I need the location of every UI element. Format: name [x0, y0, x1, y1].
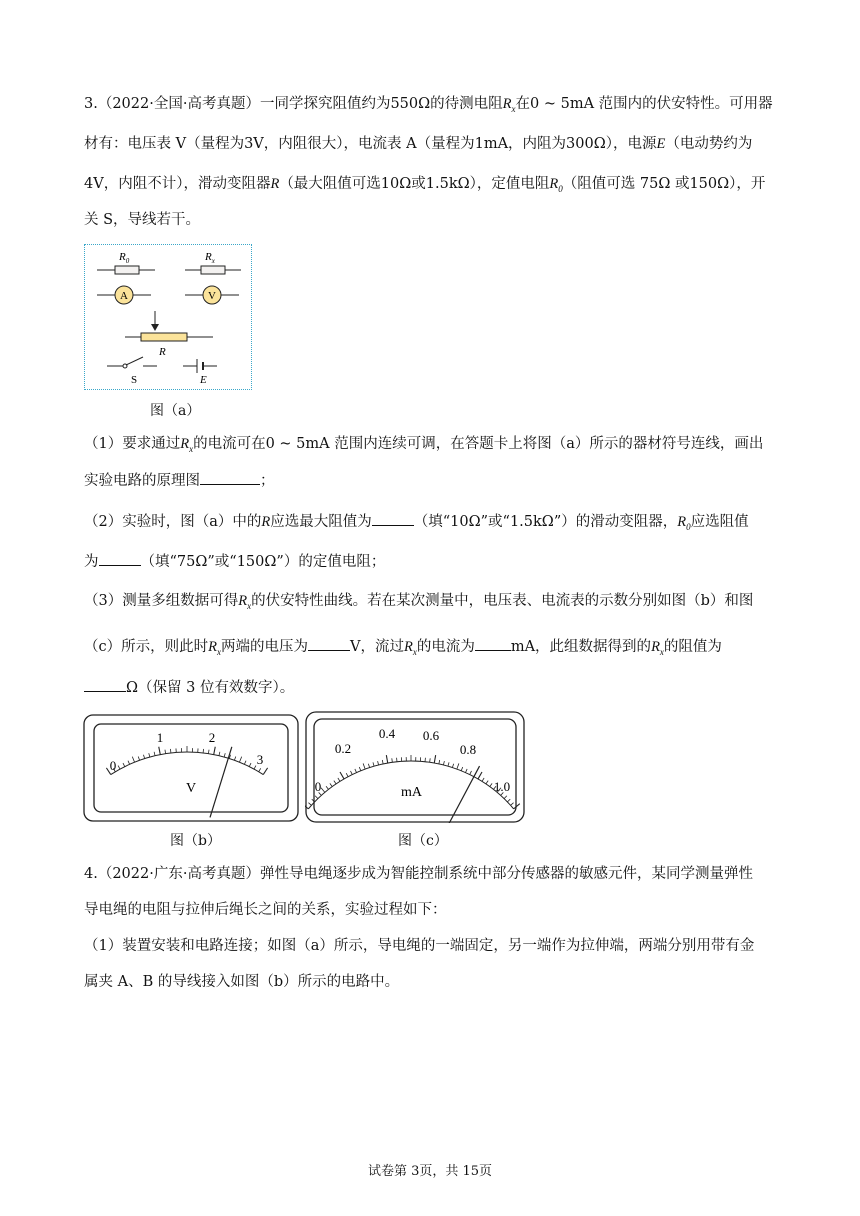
- components-diagram: [85, 245, 250, 388]
- tick-label: 1.0: [493, 779, 511, 794]
- tick-label: 2: [208, 730, 216, 745]
- symbol-rx: $R_x$: [403, 639, 417, 657]
- q3-text: V，流过: [349, 639, 404, 655]
- answer-blank[interactable]: [308, 636, 350, 651]
- rx-resistor: [201, 266, 225, 274]
- ammeter-letter: A: [120, 290, 128, 302]
- voltmeter-dial: [83, 714, 299, 822]
- q3-text: 在0 ~ 5mA 范围内的伏安特性。可用器: [515, 96, 773, 112]
- q3-text: （电动势约为: [665, 136, 753, 152]
- q3-text: 的阻值为: [663, 639, 722, 655]
- meter-frame-inner: [314, 719, 516, 815]
- answer-blank[interactable]: [372, 511, 414, 526]
- q3-text: （c）所示，则此时: [84, 639, 209, 655]
- rheostat-label: R: [159, 346, 166, 358]
- symbol-r: R: [270, 176, 280, 192]
- figure-a-components: [84, 244, 252, 390]
- q3-text: 应选阻值: [690, 514, 749, 530]
- q3-text: 两端的电压为: [220, 639, 308, 655]
- q3-text: 实验电路的原理图: [84, 473, 200, 489]
- tick-label: 1: [156, 730, 164, 745]
- minor-tick: [392, 758, 393, 762]
- q3-part3-line-1: [84, 591, 753, 616]
- q4-line-2: [84, 900, 447, 920]
- page-footer: 试卷第 3页，共 15页: [367, 1164, 493, 1179]
- answer-blank[interactable]: [200, 470, 260, 485]
- minor-tick: [430, 758, 431, 762]
- answer-blank[interactable]: [84, 677, 126, 692]
- q3-part2-line-1: [84, 511, 749, 537]
- q3-text: （2）实验时，图（a）中的: [84, 514, 262, 530]
- answer-blank[interactable]: [475, 636, 511, 651]
- rheostat-body: [141, 333, 187, 341]
- q3-part1-line-1: [84, 434, 763, 459]
- q3-part1-line-2: [84, 470, 275, 491]
- q3-text: 关 S，导线若干。: [84, 212, 201, 228]
- voltmeter-unit: V: [186, 781, 197, 796]
- q3-text: 3.（2022·全国·高考真题）一同学探究阻值约为550Ω的待测电阻: [84, 96, 503, 112]
- tick-label: 0.4: [378, 726, 396, 741]
- q3-text: （阻值可选 75Ω 或150Ω），开: [562, 176, 766, 192]
- q4-line-4: [84, 972, 399, 992]
- tick-label: 3: [256, 752, 264, 767]
- q3-line-1: [84, 94, 773, 119]
- q3-text: 材有：电压表 V（量程为3V，内阻很大），电流表 A（量程为1mA，内阻为300Ω），电源: [84, 136, 657, 152]
- rx-label: $R_x$: [205, 251, 215, 265]
- figure-c-caption: 图（c）: [398, 833, 448, 849]
- symbol-rx: $R_x$: [238, 593, 252, 611]
- q3-text: 应选最大阻值为: [270, 514, 372, 530]
- q3-text: Ω（保留 3 位有效数字）。: [126, 680, 295, 696]
- q3-part2-line-2: [84, 551, 385, 572]
- symbol-rx: $R_x$: [180, 436, 194, 454]
- q3-text: 的电流可在0 ~ 5mA 范围内连续可调，在答题卡上将图（a）所示的器材符号连线，画出: [193, 436, 764, 452]
- meter-frame-inner: [94, 724, 288, 812]
- q3-line-3: [84, 174, 765, 199]
- q4-text: 导电绳的电阻与拉伸后绳长之间的关系，实验过程如下：: [84, 902, 447, 918]
- switch-label: S: [131, 374, 138, 386]
- q3-text: （3）测量多组数据可得: [84, 593, 239, 609]
- ammeter-dial: [305, 711, 525, 823]
- q3-text: mA，此组数据得到的: [510, 639, 652, 655]
- q3-line-2: [84, 134, 752, 154]
- figure-a-caption: 图（a）: [150, 403, 201, 419]
- symbol-r0: $R_0$: [677, 514, 691, 532]
- tick-label: 0.8: [459, 742, 477, 757]
- q3-text: （1）要求通过: [84, 436, 181, 452]
- symbol-rx: $R_x$: [502, 96, 516, 114]
- tick-label: 0: [109, 758, 117, 773]
- tick-label: 0.2: [334, 741, 352, 756]
- voltmeter-letter: V: [208, 290, 216, 302]
- q3-line-4: [84, 210, 200, 230]
- q3-text: （填“10Ω”或“1.5kΩ”）的滑动变阻器，: [413, 514, 678, 530]
- q3-text: 的伏安特性曲线。若在某次测量中，电压表、电流表的示数分别如图（b）和图: [251, 593, 754, 609]
- switch-blade: [126, 357, 143, 365]
- q4-text: （1）装置安装和电路连接；如图（a）所示，导电绳的一端固定，另一端作为拉伸端，两端分别用带有金: [84, 938, 755, 954]
- q3-text: （填“75Ω”或“150Ω”）的定值电阻；: [140, 554, 386, 570]
- q3-text: （最大阻值可选10Ω或1.5kΩ），定值电阻: [279, 176, 550, 192]
- r0-resistor: [115, 266, 139, 274]
- tick-label: 0: [314, 779, 322, 794]
- symbol-e: E: [656, 136, 666, 152]
- q4-text: 4.（2022·广东·高考真题）弹性导电绳逐步成为智能控制系统中部分传感器的敏感元件，某同学测量弹性: [84, 866, 753, 882]
- q3-text: ；: [260, 473, 275, 489]
- q3-part3-line-3: [84, 677, 294, 698]
- figure-b-caption: 图（b）: [170, 833, 221, 849]
- symbol-r0: $R_0$: [549, 176, 563, 194]
- q4-line-1: [84, 864, 753, 884]
- slider-arrow-icon: [151, 324, 159, 331]
- tick-label: 0.6: [422, 728, 440, 743]
- answer-blank[interactable]: [99, 551, 141, 566]
- q4-line-3: [84, 936, 754, 956]
- q4-text: 属夹 A、B 的导线接入如图（b）所示的电路中。: [84, 974, 400, 990]
- battery-label: E: [200, 374, 207, 386]
- symbol-r: R: [261, 514, 271, 530]
- ammeter-unit: mA: [401, 785, 422, 800]
- symbol-rx: $R_x$: [208, 639, 221, 657]
- q3-text: 为: [84, 554, 99, 570]
- q3-part3-line-2: [84, 636, 722, 662]
- q3-text: 4V，内阻不计），滑动变阻器: [84, 176, 271, 192]
- symbol-rx: $R_x$: [651, 639, 664, 657]
- r0-label: $R_0$: [119, 251, 130, 265]
- q3-text: 的电流为: [416, 639, 475, 655]
